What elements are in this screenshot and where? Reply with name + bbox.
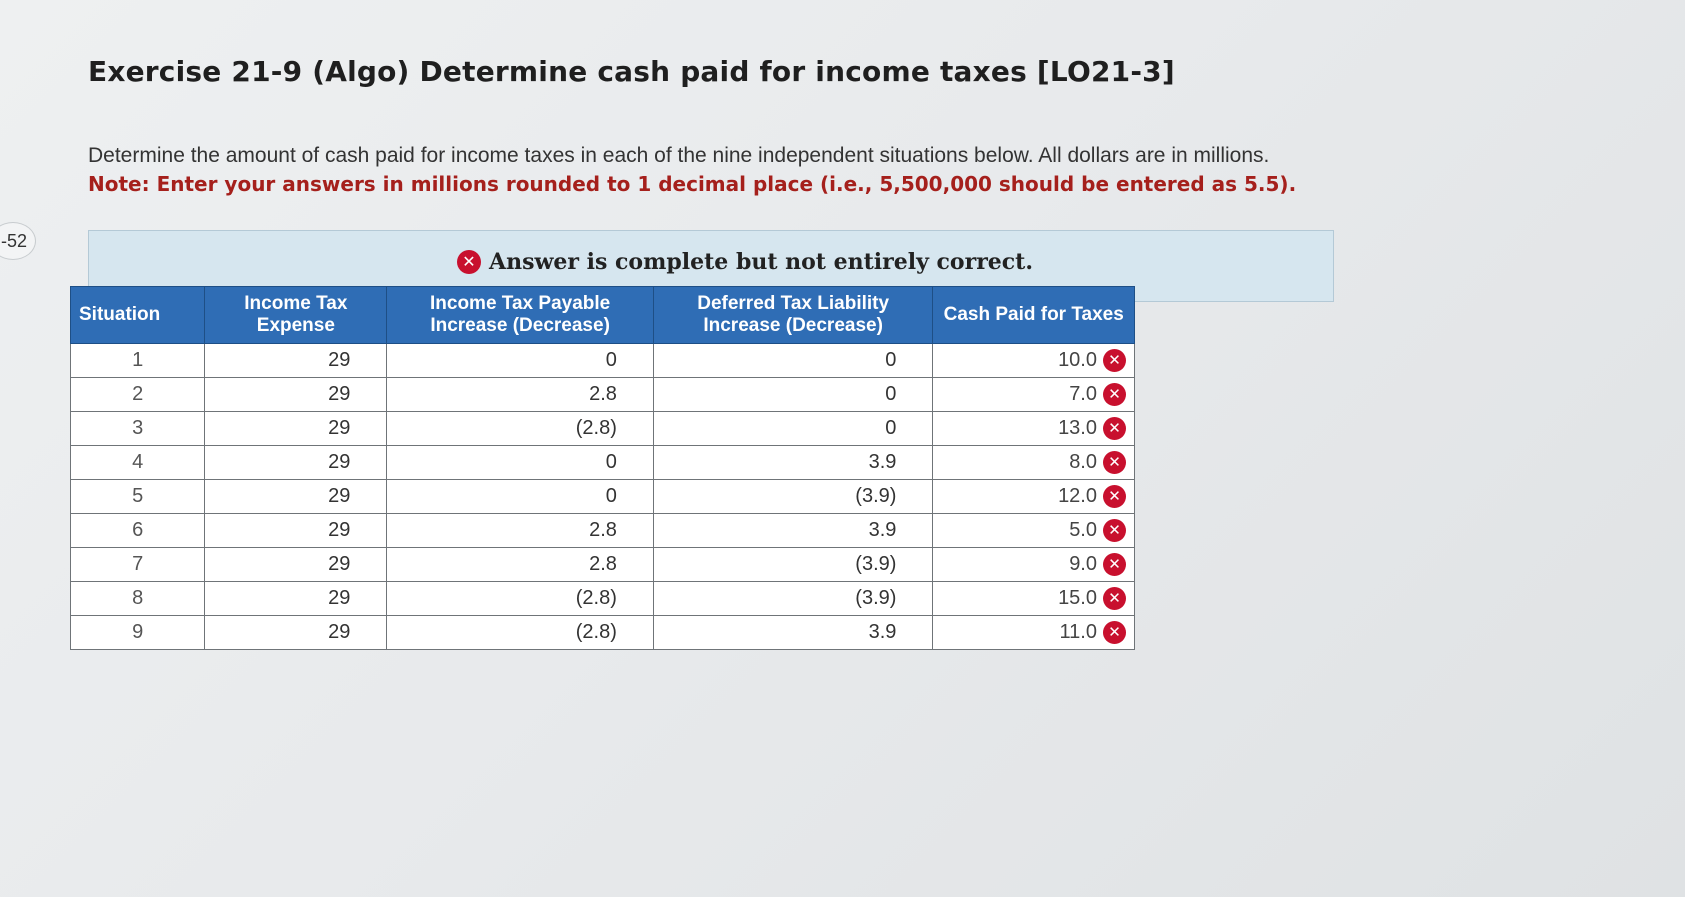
table-row [71,446,1135,480]
question-number: -52 [0,230,27,251]
situation-cell: 3 [71,412,205,446]
cash-paid-input[interactable]: 7.0 [1069,383,1097,405]
table-row [71,582,1135,616]
instructions [88,142,1508,198]
x-circle-icon: ✕ [1103,621,1126,644]
deferred-tax-liability-cell: (3.9) [653,548,933,582]
income-tax-expense-cell: 29 [205,480,387,514]
income-tax-payable-cell: (2.8) [387,616,654,650]
x-circle-icon: ✕ [1103,485,1126,508]
answer-status-message: Answer is complete but not entirely correct. [489,249,1033,275]
deferred-tax-liability-cell: 3.9 [653,616,933,650]
table-row [71,480,1135,514]
cash-paid-input[interactable]: 13.0 [1058,417,1097,439]
income-tax-expense-cell: 29 [205,582,387,616]
cash-paid-answer-cell[interactable] [933,548,1135,582]
header-deferred-tax-liability: Deferred Tax Liability Increase (Decrease) [653,287,933,344]
table-row [71,514,1135,548]
table-row [71,548,1135,582]
x-circle-icon: ✕ [1103,587,1126,610]
deferred-tax-liability-cell: 0 [653,378,933,412]
deferred-tax-liability-cell: (3.9) [653,582,933,616]
cash-paid-answer-cell[interactable] [933,344,1135,378]
income-tax-expense-cell: 29 [205,344,387,378]
income-tax-payable-cell: 0 [387,446,654,480]
cash-paid-answer-cell[interactable] [933,446,1135,480]
cash-paid-input[interactable]: 10.0 [1058,349,1097,371]
cash-paid-input[interactable]: 8.0 [1069,451,1097,473]
cash-paid-input[interactable]: 12.0 [1058,485,1097,507]
income-tax-expense-cell: 29 [205,514,387,548]
answer-table [70,286,1135,650]
cash-paid-answer-cell[interactable] [933,480,1135,514]
income-tax-expense-cell: 29 [205,446,387,480]
table-row [71,344,1135,378]
income-tax-payable-cell: (2.8) [387,412,654,446]
deferred-tax-liability-cell: (3.9) [653,480,933,514]
table-row [71,378,1135,412]
deferred-tax-liability-cell: 0 [653,412,933,446]
answer-status [457,249,1033,275]
deferred-tax-liability-cell: 0 [653,344,933,378]
income-tax-expense-cell: 29 [205,378,387,412]
income-tax-payable-cell: 0 [387,480,654,514]
situation-cell: 5 [71,480,205,514]
instructions-text: Determine the amount of cash paid for income taxes in each of the nine independent situations below. All dollars are in millions. [88,144,1270,167]
income-tax-payable-cell: 2.8 [387,378,654,412]
income-tax-expense-cell: 29 [205,548,387,582]
question-number-badge[interactable] [0,222,36,260]
header-income-tax-payable: Income Tax Payable Increase (Decrease) [387,287,654,344]
situation-cell: 9 [71,616,205,650]
situation-cell: 1 [71,344,205,378]
cash-paid-input[interactable]: 11.0 [1059,621,1097,643]
x-circle-icon: ✕ [1103,519,1126,542]
deferred-tax-liability-cell: 3.9 [653,446,933,480]
situation-cell: 2 [71,378,205,412]
table-header-row [71,287,1135,344]
income-tax-payable-cell: 2.8 [387,514,654,548]
income-tax-payable-cell: 2.8 [387,548,654,582]
income-tax-payable-cell: 0 [387,344,654,378]
cash-paid-input[interactable]: 5.0 [1069,519,1097,541]
cash-paid-answer-cell[interactable] [933,378,1135,412]
table-body [71,344,1135,650]
income-tax-expense-cell: 29 [205,412,387,446]
situation-cell: 8 [71,582,205,616]
x-circle-icon: ✕ [1103,553,1126,576]
cash-paid-input[interactable]: 15.0 [1058,587,1097,609]
table-row [71,412,1135,446]
cash-paid-input[interactable]: 9.0 [1069,553,1097,575]
table-row [71,616,1135,650]
cash-paid-answer-cell[interactable] [933,514,1135,548]
x-circle-icon: ✕ [457,250,481,274]
cash-paid-answer-cell[interactable] [933,616,1135,650]
cash-paid-answer-cell[interactable] [933,412,1135,446]
x-circle-icon: ✕ [1103,349,1126,372]
cash-paid-answer-cell[interactable] [933,582,1135,616]
page-title: Exercise 21-9 (Algo) Determine cash paid for income taxes [LO21-3] [88,55,1175,88]
situation-cell: 4 [71,446,205,480]
income-tax-payable-cell: (2.8) [387,582,654,616]
x-circle-icon: ✕ [1103,383,1126,406]
situation-cell: 7 [71,548,205,582]
header-situation: Situation [71,287,205,344]
x-circle-icon: ✕ [1103,451,1126,474]
header-income-tax-expense: Income Tax Expense [205,287,387,344]
x-circle-icon: ✕ [1103,417,1126,440]
situation-cell: 6 [71,514,205,548]
deferred-tax-liability-cell: 3.9 [653,514,933,548]
income-tax-expense-cell: 29 [205,616,387,650]
header-cash-paid-for-taxes: Cash Paid for Taxes [933,287,1135,344]
instructions-note: Note: Enter your answers in millions rounded to 1 decimal place (i.e., 5,500,000 should be entered as 5.5). [88,172,1297,196]
